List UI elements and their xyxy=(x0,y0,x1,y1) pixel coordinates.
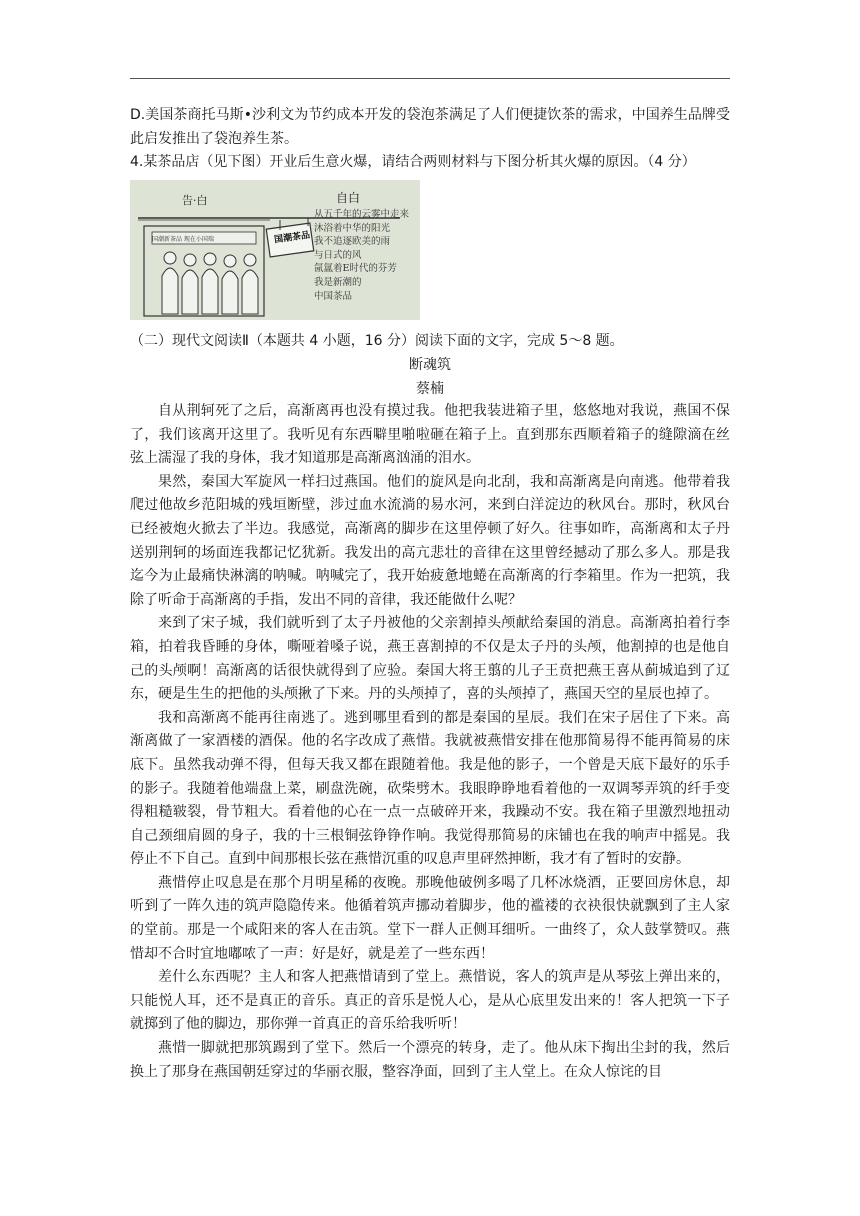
poem-line: 与日式的风 xyxy=(314,249,362,261)
paragraph: 自从荆轲死了之后，高渐离再也没有摸过我。他把我装进箱子里，悠悠地对我说，燕国不保了，我们该离开这里了。我听见有东西噼里啪啦砸在箱子上。直到那东西顺着箱子的缝隙滴在丝弦上濡湿了我的身体，我才知道那是高渐离汹涌的泪水。 xyxy=(130,403,730,467)
poem-line: 我是新潮的 xyxy=(314,276,362,288)
option-d-text: D.美国茶商托马斯•沙利文为节约成本开发的袋泡茶满足了人们便捷饮茶的需求，中国养生品牌受此启发推出了袋泡养生茶。 xyxy=(130,107,730,147)
paragraph: 我和高渐离不能再往南逃了。逃到哪里看到的都是秦国的星辰。我们在宋子居住了下来。高渐离做了一家酒楼的酒保。他的名字改成了燕惜。我就被燕惜安排在他那简易得不能再简易的床底下。虽然我动弹不得，但每天我又都在跟随着他。我是他的影子，一个曾是天底下最好的乐手的影子。我随着他端盘上菜，刷盘洗碗，砍柴劈木。我眼睁睁地看着他的一双调琴弄筑的纤手变得粗糙皲裂，骨节粗大。看着他的心在一点一点破碎开来，我躁动不安。我在箱子里激烈地扭动自己颈细肩圆的身子，我的十三根铜弦铮铮作响。我觉得那简易的床铺也在我的响声中摇晃。我停止不下自己。直到中间那根长弦在燕惜沉重的叹息声里砰然抻断，我才有了暂时的安静。 xyxy=(130,709,730,868)
poem-line: 沐浴着中华的阳光 xyxy=(314,222,391,234)
header-rule xyxy=(130,78,730,79)
paragraph: 果然，秦国大军旋风一样扫过燕国。他们的旋风是向北刮，我和高渐离是向南逃。他带着我爬过他故乡范阳城的残垣断壁，涉过血水流淌的易水河，来到白洋淀边的秋风台。那时，秋风台已经被炮火掀去了半边。我感觉，高渐离的脚步在这里停顿了好久。往事如昨，高渐离和太子丹送别荆轲的场面连我都记忆犹新。我发出的高亢悲壮的音律在这里曾经撼动了那么多人。那是我迄今为止最痛快淋漓的呐喊。呐喊完了，我开始疲惫地蜷在高渐离的行李箱里。作为一把筑，我除了听命于高渐离的手指，发出不同的音律，我还能做什么呢？ xyxy=(130,473,730,608)
poem-line: 氤氲着E时代的芬芳 xyxy=(314,263,397,275)
shop-sign-text: 国潮茶品 xyxy=(273,230,311,246)
article-author xyxy=(130,378,730,402)
section-header-text: （二）现代文阅读Ⅱ（本题共 4 小题，16 分）阅读下面的文字，完成 5～8 题。 xyxy=(130,333,624,349)
illustration-heading-right: 自白 xyxy=(336,191,361,205)
poem-line: 从五千年的云雾中走来 xyxy=(314,209,410,220)
paragraph: 燕惜停止叹息是在那个月明星稀的夜晚。那晚他破例多喝了几杯冰烧酒，正要回房休息，却听到了一阵久违的筑声隐隐传来。他循着筑声挪动着脚步，他的褴褛的衣袂很快就飘到了主人家的堂前。那是一个咸阳来的客人在击筑。堂下一群人正侧耳细听。一曲终了，众人鼓掌赞叹。燕惜却不合时宜地嘟哝了一声：好是好，就是差了一些东西！ xyxy=(130,874,730,962)
paragraph: 燕惜一脚就把那筑踢到了堂下。然后一个漂亮的转身，走了。他从床下掏出尘封的我，然后换上了那身在燕国朝廷穿过的华丽衣服，整容净面，回到了主人堂上。在众人惊诧的目 xyxy=(130,1040,730,1080)
question-4-text: 4.某茶品店（见下图）开业后生意火爆，请结合两则材料与下图分析其火爆的原因。（4 分） xyxy=(130,154,696,170)
tea-shop-illustration xyxy=(130,180,420,320)
illustration-heading-left: 告·白 xyxy=(182,194,208,207)
article-author-text: 蔡楠 xyxy=(416,381,444,397)
poem xyxy=(314,208,409,303)
paragraph: 来到了宋子城，我们就听到了太子丹被他的父亲割掉头颅献给秦国的消息。高渐离拍着行李箱，拍着我昏睡的身体，嘶哑着嗓子说，燕王喜割掉的不仅是太子丹的头颅，他割掉的也是他自己的头颅啊！高渐离的话很快就得到了应验。秦国大将王翦的儿子王贲把燕王喜从蓟城追到了辽东，硬是生生的把他的头颅揪了下来。丹的头颅掉了，喜的头颅掉了，燕国天空的星辰也掉了。 xyxy=(130,615,730,703)
article-title xyxy=(130,354,730,378)
shop-small-sign-text: 国潮新茶品 现在小国瑞 xyxy=(152,236,214,243)
poem-line: 我不追逐欧美的雨 xyxy=(314,236,391,248)
option-d xyxy=(130,104,730,151)
article-body xyxy=(130,400,730,1084)
question-4 xyxy=(130,151,730,175)
paragraph: 差什么东西呢？主人和客人把燕惜请到了堂上。燕惜说，客人的筑声是从琴弦上弹出来的，只能悦人耳，还不是真正的音乐。真正的音乐是悦人心，是从心底里发出来的！客人把筑一下子就掷到了他的脚边，那你弹一首真正的音乐给我听听！ xyxy=(130,969,730,1033)
poem-line: 中国茶品 xyxy=(314,290,353,302)
section-header xyxy=(130,330,730,354)
article-title-text: 断魂筑 xyxy=(409,357,451,373)
